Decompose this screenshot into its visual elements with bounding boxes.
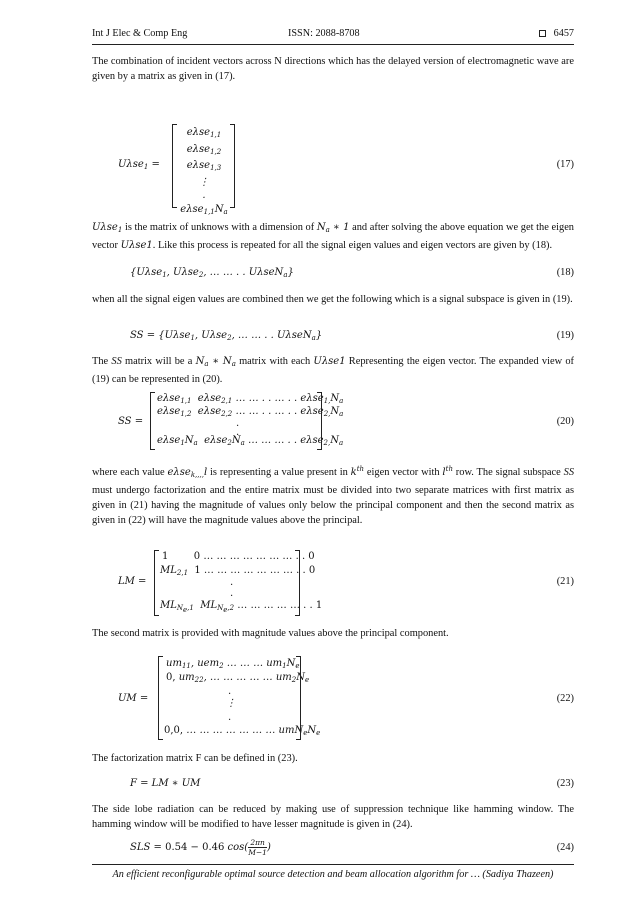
eq20-number: (20): [556, 416, 574, 427]
eq19-number: (19): [556, 330, 574, 341]
eq23-number: (23): [556, 778, 574, 789]
paragraph-2: Uλse$_1$ is the matrix of unknows with a dimension of $N_a$ ∗ 1 and after solving the above equation we get the eigen vector Uλse1. Like this process is repeated for all the signal eigen values and eigen vectors are given by (18).: [92, 222, 574, 251]
eq22-row-dot-2: .: [228, 712, 232, 723]
eq21-row-2: $ML_{2,1}$ 1 … … … … … … … . . 0: [160, 565, 316, 577]
eq18-number: (18): [556, 267, 574, 278]
paragraph-7: The factorization matrix F can be defined in (23).: [92, 753, 298, 764]
eq21-number: (21): [556, 576, 574, 587]
equation-22: [0, 650, 638, 742]
paragraph-1: The combination of incident vectors across N directions which has the delayed version of electromagnetic wave are given by a matrix as given in (17).: [92, 56, 574, 82]
eq21-lhs: LM =: [118, 576, 147, 587]
eq22-row-dot: .: [228, 686, 232, 697]
eq20-row-dot-2: .: [236, 427, 240, 438]
eq17-bracket-right: [230, 124, 235, 208]
eq20-row-dot-1: .: [236, 418, 240, 429]
eq23-expression: F = LM ∗ UM: [130, 778, 201, 789]
eq22-row-2: 0, $um_{22}$, … … … … … $um_2N_e$: [166, 672, 310, 684]
header-rule: [92, 44, 574, 45]
eq20-row-4: $e\lambda se_1N_a$ $e\lambda se_2N_a$ … … … . . $e\lambda se_{2,}N_a$: [157, 435, 344, 447]
eq21-row-1: 1 0 … … … … … … … . . 0: [162, 551, 315, 562]
eq22-lhs: UM =: [118, 693, 149, 704]
page-number: 6457: [553, 28, 574, 39]
eq22-bracket-left: [158, 656, 163, 740]
paragraph-3: when all the signal eigen values are combined then we get the following which is a signal subspace is given in (19).: [92, 294, 573, 305]
footer-rule: [92, 864, 574, 865]
eq24-number: (24): [556, 842, 574, 853]
eq21-row-dot-2: .: [230, 588, 234, 599]
journal-name: Int J Elec & Comp Eng: [92, 28, 188, 39]
eq24-expression: SLS = 0.54 − 0.46 cos( $\frac{2\pi n}{M-1}$ ): [130, 838, 271, 857]
equation-20: [0, 388, 638, 452]
paragraph-4: The SS matrix will be a $N_a$ ∗ $N_a$ matrix with each Uλse1 Representing the eigen vector. The expanded view of (19) can be represented in (20).: [92, 356, 574, 385]
eq17-number: (17): [556, 159, 574, 170]
eq19-expression: SS = {Uλse$_1$, Uλse$_2$, … … . . UλseN$_a$}: [130, 330, 323, 342]
page-number-area: [539, 28, 574, 39]
eq22-row-1: $um_{11}$, uem$_2$ … … … $um_1N_e$: [166, 658, 300, 670]
paragraph-5: where each value eλse$_{k,,,,}$l is representing a value present in $k^{th}$ eigen vector with $l^{th}$ row. The signal subspace SS must undergo factorization and the entire matrix must be divided into two separate matrices with first matrix as given in (21) having the magnitude of values only below the principal component and then the second matrix as given in (22) will have the magnitude values above the principal.: [92, 465, 575, 526]
eq21-bracket-right: [295, 550, 300, 616]
paragraph-8: The side lobe radiation can be reduced by making use of suppression technique like hamming window. The hamming window will be modified to have lesser magnitude is given in (24).: [92, 804, 574, 830]
footer-citation: An efficient reconfigurable optimal source detection and beam allocation algorithm for … (Sadiya Thazeen): [112, 869, 554, 880]
issn: ISSN: 2088-8708: [288, 28, 360, 39]
eq21-row-dot-1: .: [230, 577, 234, 588]
eq17-matrix: eλse$_{1,1}$ eλse$_{1,2}$ eλse$_{1,3}$ ⋮ . $e\lambda se_{1,1}N_a$: [180, 127, 228, 216]
eq20-bracket-left: [150, 392, 155, 450]
eq22-row-vdots: ⋮: [226, 698, 236, 709]
eq20-bracket-right: [317, 392, 322, 450]
eq22-row-last: 0,0, … … … … … … … $umN_eN_e$: [164, 725, 321, 737]
equation-17: [0, 118, 638, 216]
eq21-row-4: $ML_{N_e,1}$ $ML_{N_e,2}$ … … … … … . . 1: [160, 600, 323, 614]
eq22-bracket-right: [296, 656, 301, 740]
eq21-bracket-left: [154, 550, 159, 616]
eq22-number: (22): [556, 693, 574, 704]
eq20-lhs: SS =: [118, 416, 144, 427]
eq18-expression: {Uλse$_1$, Uλse$_2$, … … . . UλseN$_a$}: [130, 267, 294, 279]
eq17-bracket-left: [172, 124, 177, 208]
eq17-lhs: Uλse$_1$ =: [118, 159, 160, 171]
eq20-row-2: eλse$_{1,2}$ eλse$_{2,2}$ … … . . … . . $e\lambda se_{2,}N_a$: [157, 406, 344, 418]
paragraph-6: The second matrix is provided with magnitude values above the principal component.: [92, 628, 449, 639]
eq20-row-1: eλse$_{1,1}$ eλse$_{2,1}$ … … . . … . . $e\lambda se_{1,}N_a$: [157, 393, 344, 405]
equation-21: [0, 546, 638, 618]
checkbox-icon: [539, 30, 546, 37]
